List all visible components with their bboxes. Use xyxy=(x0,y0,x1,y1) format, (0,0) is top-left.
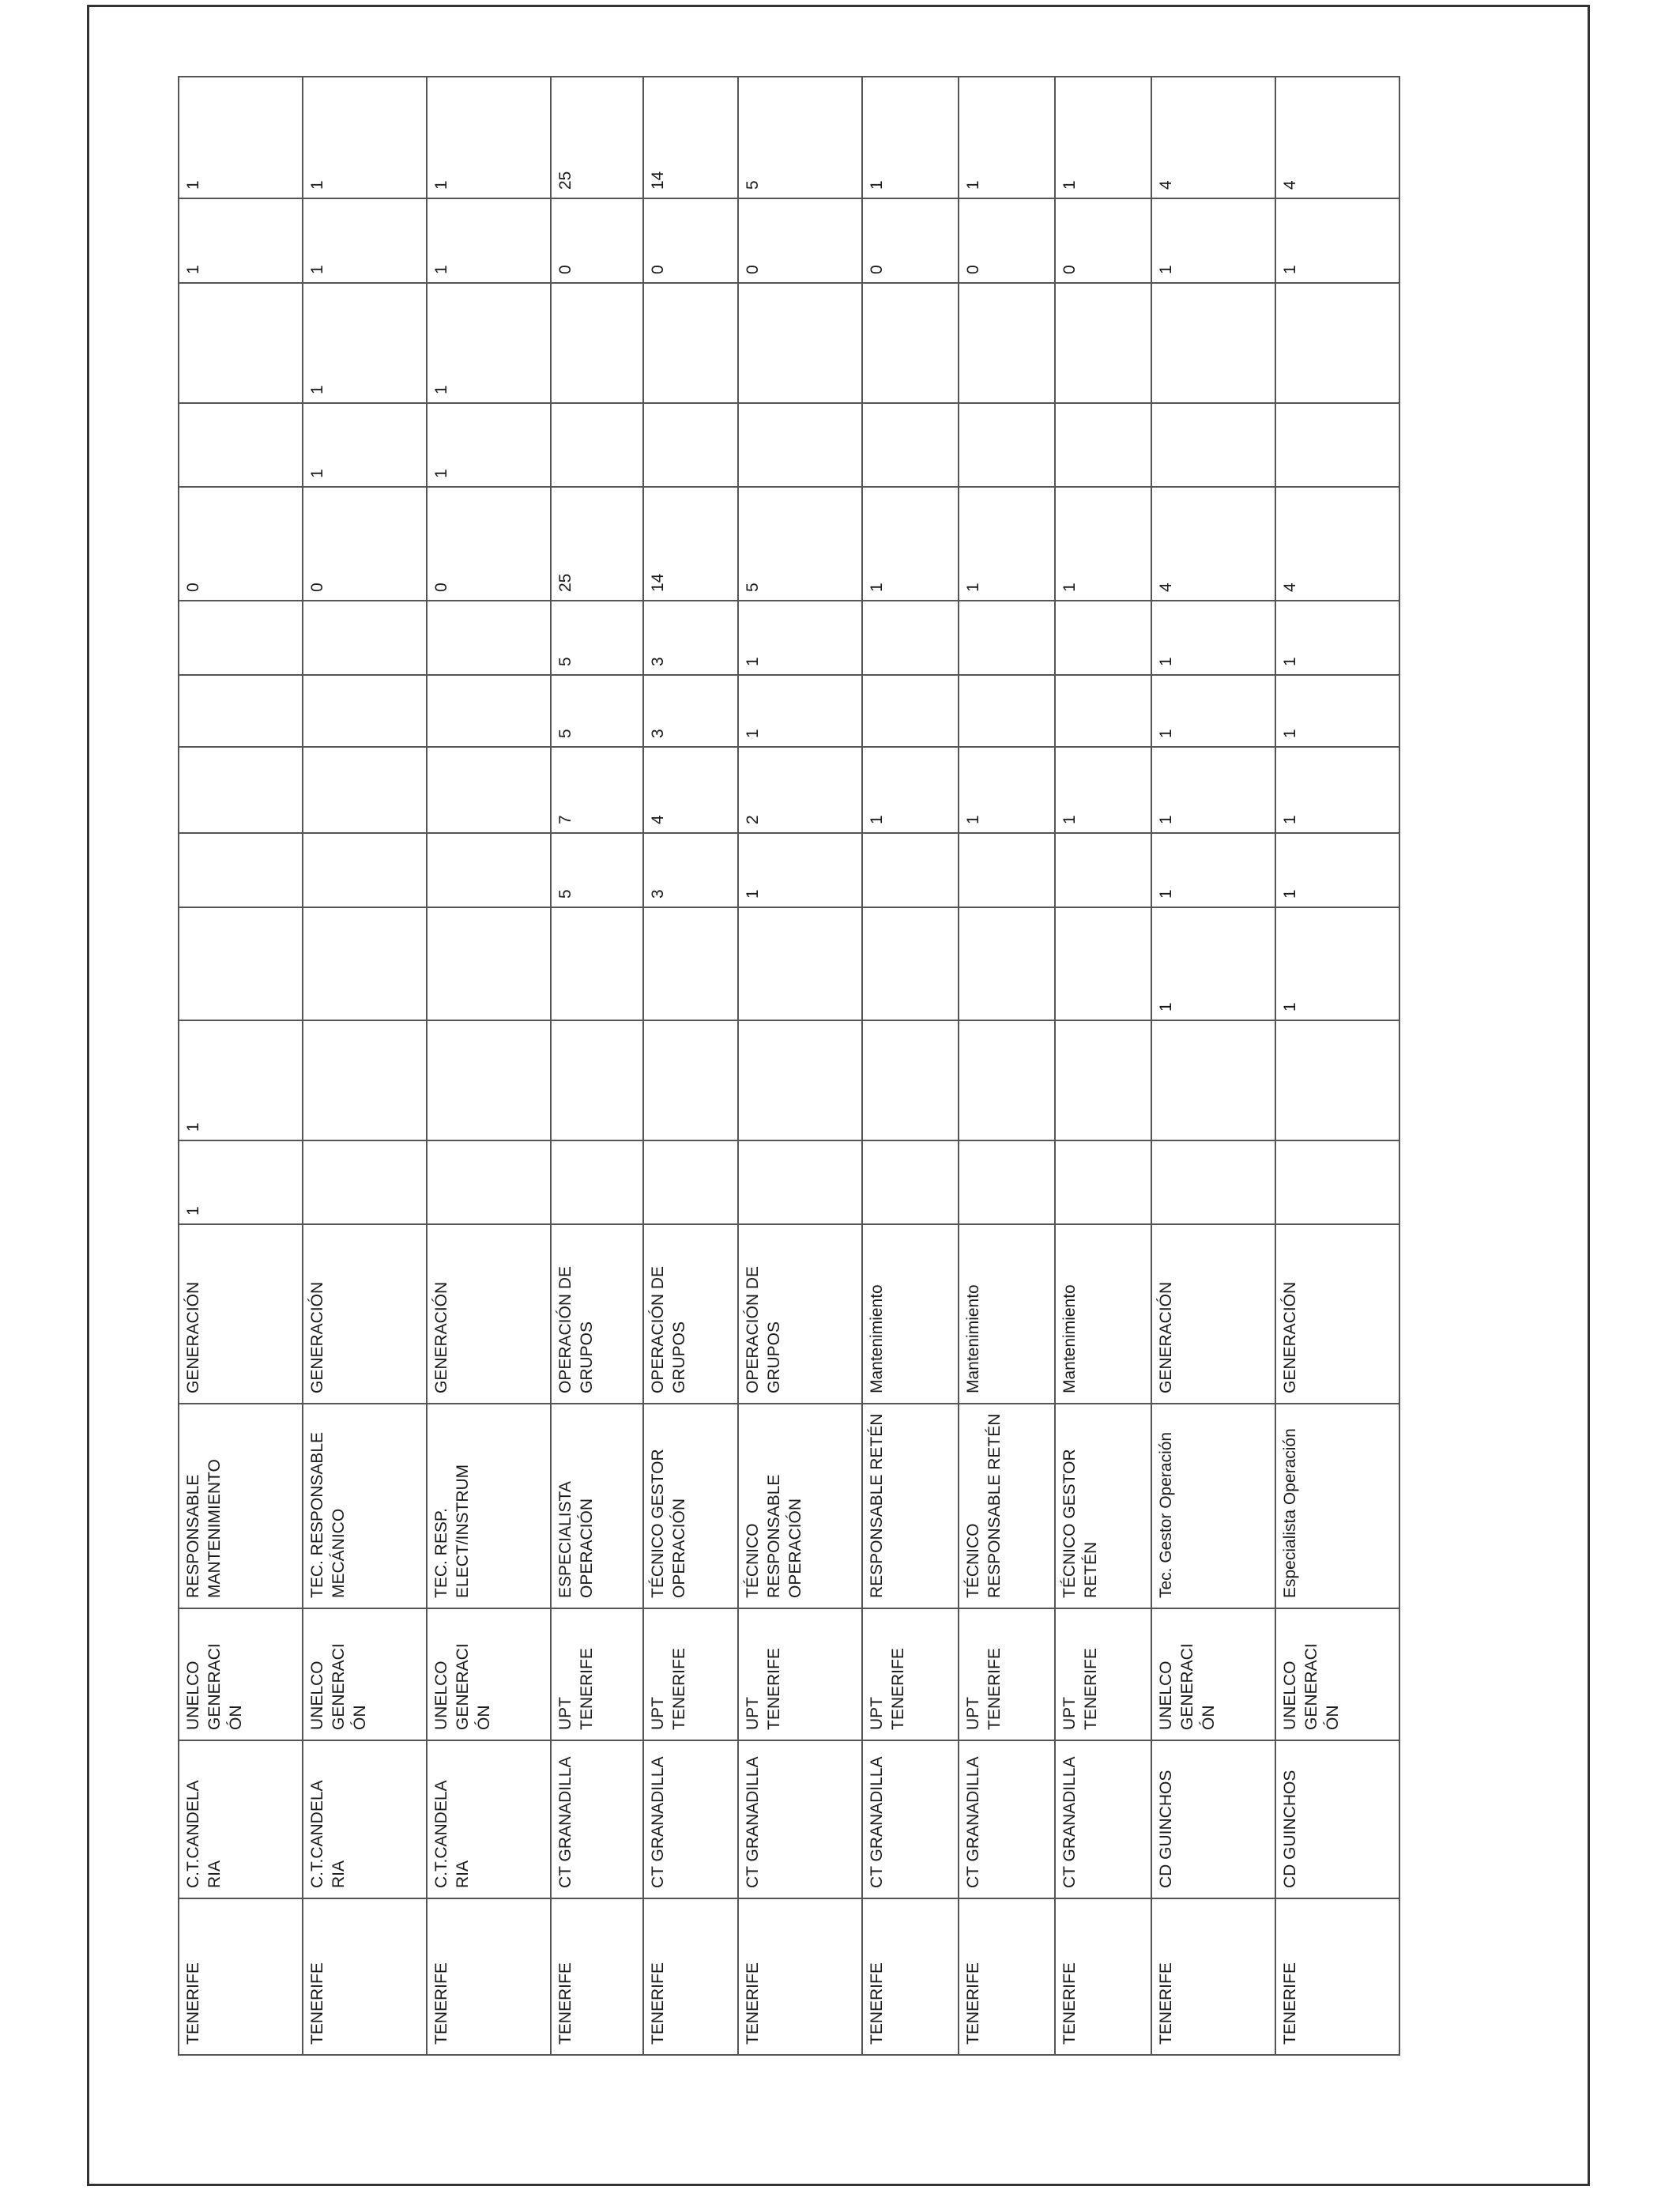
cell-count-4: 1 xyxy=(1151,833,1275,907)
cell-site: CT GRANADILLA xyxy=(738,1740,862,1898)
table-row xyxy=(1055,77,1151,2055)
cell-count-8 xyxy=(738,403,862,487)
cell-island: TENERIFE xyxy=(1151,1898,1275,2055)
cell-count-2 xyxy=(862,1020,959,1140)
cell-total-a: 5 xyxy=(738,487,862,601)
cell-count-10: 0 xyxy=(643,198,738,283)
cell-total-a: 1 xyxy=(959,487,1055,601)
cell-total-a: 4 xyxy=(1151,487,1275,601)
cell-count-7 xyxy=(862,601,959,675)
cell-total-a: 0 xyxy=(303,487,427,601)
cell-count-9 xyxy=(643,283,738,403)
cell-count-9 xyxy=(179,283,303,403)
cell-count-5: 1 xyxy=(1055,747,1151,833)
cell-count-5: 1 xyxy=(959,747,1055,833)
cell-total-b: 14 xyxy=(643,77,738,198)
cell-unit: UNELCO GENERACI ÓN xyxy=(1275,1608,1399,1740)
cell-total-a: 14 xyxy=(643,487,738,601)
cell-count-1 xyxy=(551,1140,643,1224)
cell-count-9 xyxy=(862,283,959,403)
table-row xyxy=(427,77,551,2055)
cell-count-3 xyxy=(738,907,862,1020)
cell-count-6 xyxy=(959,675,1055,747)
cell-count-1 xyxy=(959,1140,1055,1224)
cell-count-4 xyxy=(1055,833,1151,907)
cell-job-title: Tec. Gestor Operación xyxy=(1151,1404,1275,1608)
table-row xyxy=(551,77,643,2055)
cell-area: GENERACIÓN xyxy=(1151,1224,1275,1404)
cell-total-b: 1 xyxy=(862,77,959,198)
cell-count-5 xyxy=(427,747,551,833)
cell-job-title: TÉCNICO RESPONSABLE OPERACIÓN xyxy=(738,1404,862,1608)
cell-unit: UNELCO GENERACI ÓN xyxy=(1151,1608,1275,1740)
cell-island: TENERIFE xyxy=(1055,1898,1151,2055)
cell-count-6: 5 xyxy=(551,675,643,747)
cell-count-2 xyxy=(551,1020,643,1140)
cell-island: TENERIFE xyxy=(862,1898,959,2055)
cell-area: Mantenimiento xyxy=(959,1224,1055,1404)
cell-count-5: 1 xyxy=(862,747,959,833)
cell-count-7 xyxy=(179,601,303,675)
cell-count-4 xyxy=(959,833,1055,907)
cell-count-1 xyxy=(303,1140,427,1224)
cell-job-title: RESPONSABLE RETÉN xyxy=(862,1404,959,1608)
cell-count-5: 7 xyxy=(551,747,643,833)
cell-count-9 xyxy=(1275,283,1399,403)
cell-area: OPERACIÓN DE GRUPOS xyxy=(551,1224,643,1404)
cell-count-4 xyxy=(303,833,427,907)
cell-count-9: 1 xyxy=(303,283,427,403)
cell-count-3 xyxy=(303,907,427,1020)
cell-count-5: 4 xyxy=(643,747,738,833)
cell-count-5 xyxy=(179,747,303,833)
cell-count-5: 1 xyxy=(1275,747,1399,833)
cell-count-3 xyxy=(179,907,303,1020)
cell-count-5: 2 xyxy=(738,747,862,833)
cell-count-2 xyxy=(1055,1020,1151,1140)
table-row xyxy=(959,77,1055,2055)
cell-unit: UPT TENERIFE xyxy=(551,1608,643,1740)
cell-total-b: 4 xyxy=(1151,77,1275,198)
cell-count-2 xyxy=(1151,1020,1275,1140)
table-row xyxy=(179,77,303,2055)
cell-count-10: 1 xyxy=(427,198,551,283)
cell-count-1: 1 xyxy=(179,1140,303,1224)
cell-job-title: TEC. RESPONSABLE MECÁNICO xyxy=(303,1404,427,1608)
cell-unit: UPT TENERIFE xyxy=(959,1608,1055,1740)
cell-count-8 xyxy=(1055,403,1151,487)
cell-count-1 xyxy=(1151,1140,1275,1224)
rotated-table xyxy=(178,129,1399,2056)
cell-count-2 xyxy=(303,1020,427,1140)
cell-unit: UNELCO GENERACI ÓN xyxy=(427,1608,551,1740)
cell-count-8 xyxy=(1151,403,1275,487)
cell-count-8 xyxy=(643,403,738,487)
cell-count-9 xyxy=(738,283,862,403)
cell-island: TENERIFE xyxy=(551,1898,643,2055)
cell-total-a: 25 xyxy=(551,487,643,601)
cell-site: CD GUINCHOS xyxy=(1151,1740,1275,1898)
cell-count-3: 1 xyxy=(1275,907,1399,1020)
cell-count-10: 1 xyxy=(1275,198,1399,283)
cell-job-title: RESPONSABLE MANTENIMIENTO xyxy=(179,1404,303,1608)
cell-site: CT GRANADILLA xyxy=(551,1740,643,1898)
cell-count-9 xyxy=(959,283,1055,403)
cell-unit: UPT TENERIFE xyxy=(1055,1608,1151,1740)
cell-total-b: 1 xyxy=(1055,77,1151,198)
cell-count-1 xyxy=(427,1140,551,1224)
cell-count-6: 1 xyxy=(1275,675,1399,747)
cell-count-3 xyxy=(959,907,1055,1020)
cell-area: Mantenimiento xyxy=(862,1224,959,1404)
cell-site: CD GUINCHOS xyxy=(1275,1740,1399,1898)
cell-count-3 xyxy=(862,907,959,1020)
cell-unit: UPT TENERIFE xyxy=(738,1608,862,1740)
cell-count-2: 1 xyxy=(179,1020,303,1140)
rotated-table-region xyxy=(178,129,1399,2056)
cell-count-4: 1 xyxy=(738,833,862,907)
table-row xyxy=(738,77,862,2055)
cell-job-title: TÉCNICO RESPONSABLE RETÉN xyxy=(959,1404,1055,1608)
cell-job-title: TÉCNICO GESTOR RETÉN xyxy=(1055,1404,1151,1608)
cell-count-1 xyxy=(1275,1140,1399,1224)
cell-island: TENERIFE xyxy=(303,1898,427,2055)
cell-island: TENERIFE xyxy=(1275,1898,1399,2055)
cell-count-3 xyxy=(551,907,643,1020)
cell-count-1 xyxy=(643,1140,738,1224)
cell-count-6 xyxy=(179,675,303,747)
cell-count-2 xyxy=(643,1020,738,1140)
cell-total-b: 25 xyxy=(551,77,643,198)
cell-count-9 xyxy=(551,283,643,403)
cell-count-6: 3 xyxy=(643,675,738,747)
cell-count-5 xyxy=(303,747,427,833)
cell-count-8 xyxy=(862,403,959,487)
cell-count-9 xyxy=(1055,283,1151,403)
cell-count-4: 5 xyxy=(551,833,643,907)
cell-count-8 xyxy=(551,403,643,487)
cell-count-6: 1 xyxy=(738,675,862,747)
cell-count-3 xyxy=(1055,907,1151,1020)
cell-count-8 xyxy=(959,403,1055,487)
cell-count-6 xyxy=(303,675,427,747)
cell-site: C.T.CANDELA RIA xyxy=(427,1740,551,1898)
cell-count-10: 0 xyxy=(959,198,1055,283)
cell-unit: UNELCO GENERACI ÓN xyxy=(303,1608,427,1740)
cell-job-title: TÉCNICO GESTOR OPERACIÓN xyxy=(643,1404,738,1608)
cell-count-7 xyxy=(1055,601,1151,675)
cell-count-3 xyxy=(427,907,551,1020)
cell-count-10: 1 xyxy=(1151,198,1275,283)
cell-area: GENERACIÓN xyxy=(179,1224,303,1404)
cell-count-9 xyxy=(1151,283,1275,403)
cell-count-6 xyxy=(862,675,959,747)
cell-count-4: 3 xyxy=(643,833,738,907)
cell-count-2 xyxy=(738,1020,862,1140)
cell-count-2 xyxy=(959,1020,1055,1140)
table-row xyxy=(1151,77,1275,2055)
cell-unit: UNELCO GENERACI ÓN xyxy=(179,1608,303,1740)
cell-count-4 xyxy=(862,833,959,907)
cell-count-8 xyxy=(1275,403,1399,487)
cell-count-7: 3 xyxy=(643,601,738,675)
cell-count-8: 1 xyxy=(427,403,551,487)
cell-total-b: 1 xyxy=(303,77,427,198)
cell-island: TENERIFE xyxy=(427,1898,551,2055)
cell-count-10: 0 xyxy=(1055,198,1151,283)
cell-site: CT GRANADILLA xyxy=(643,1740,738,1898)
cell-job-title: Especialista Operación xyxy=(1275,1404,1399,1608)
cell-count-10: 0 xyxy=(862,198,959,283)
cell-total-b: 4 xyxy=(1275,77,1399,198)
cell-area: GENERACIÓN xyxy=(1275,1224,1399,1404)
cell-island: TENERIFE xyxy=(643,1898,738,2055)
cell-total-b: 1 xyxy=(179,77,303,198)
table-row xyxy=(862,77,959,2055)
cell-site: CT GRANADILLA xyxy=(959,1740,1055,1898)
cell-count-3 xyxy=(643,907,738,1020)
cell-total-b: 1 xyxy=(959,77,1055,198)
cell-count-7: 1 xyxy=(738,601,862,675)
cell-total-a: 0 xyxy=(179,487,303,601)
cell-island: TENERIFE xyxy=(179,1898,303,2055)
cell-total-b: 1 xyxy=(427,77,551,198)
cell-count-6 xyxy=(427,675,551,747)
cell-island: TENERIFE xyxy=(738,1898,862,2055)
cell-count-10: 0 xyxy=(551,198,643,283)
cell-count-10: 1 xyxy=(303,198,427,283)
cell-total-a: 4 xyxy=(1275,487,1399,601)
cell-unit: UPT TENERIFE xyxy=(643,1608,738,1740)
staffing-table xyxy=(178,76,1400,2056)
cell-site: CT GRANADILLA xyxy=(862,1740,959,1898)
cell-area: Mantenimiento xyxy=(1055,1224,1151,1404)
cell-count-4: 1 xyxy=(1275,833,1399,907)
cell-count-4 xyxy=(179,833,303,907)
cell-count-7: 5 xyxy=(551,601,643,675)
cell-total-a: 0 xyxy=(427,487,551,601)
cell-area: OPERACIÓN DE GRUPOS xyxy=(643,1224,738,1404)
cell-job-title: TEC. RESP. ELECT/INSTRUM xyxy=(427,1404,551,1608)
cell-count-4 xyxy=(427,833,551,907)
cell-count-7: 1 xyxy=(1151,601,1275,675)
cell-site: C.T.CANDELA RIA xyxy=(179,1740,303,1898)
table-row xyxy=(1275,77,1399,2055)
cell-total-a: 1 xyxy=(1055,487,1151,601)
cell-count-1 xyxy=(862,1140,959,1224)
table-body xyxy=(179,77,1399,2055)
cell-island: TENERIFE xyxy=(959,1898,1055,2055)
cell-area: OPERACIÓN DE GRUPOS xyxy=(738,1224,862,1404)
cell-total-a: 1 xyxy=(862,487,959,601)
cell-count-10: 1 xyxy=(179,198,303,283)
cell-area: GENERACIÓN xyxy=(427,1224,551,1404)
cell-count-8: 1 xyxy=(303,403,427,487)
table-row xyxy=(303,77,427,2055)
cell-site: C.T.CANDELA RIA xyxy=(303,1740,427,1898)
cell-count-2 xyxy=(427,1020,551,1140)
cell-count-1 xyxy=(1055,1140,1151,1224)
cell-count-7 xyxy=(959,601,1055,675)
cell-count-7 xyxy=(427,601,551,675)
cell-count-8 xyxy=(179,403,303,487)
cell-count-3: 1 xyxy=(1151,907,1275,1020)
cell-count-5: 1 xyxy=(1151,747,1275,833)
cell-unit: UPT TENERIFE xyxy=(862,1608,959,1740)
table-row xyxy=(643,77,738,2055)
cell-count-9: 1 xyxy=(427,283,551,403)
cell-count-1 xyxy=(738,1140,862,1224)
cell-count-7 xyxy=(303,601,427,675)
cell-total-b: 5 xyxy=(738,77,862,198)
cell-count-10: 0 xyxy=(738,198,862,283)
cell-count-7: 1 xyxy=(1275,601,1399,675)
cell-count-2 xyxy=(1275,1020,1399,1140)
cell-area: GENERACIÓN xyxy=(303,1224,427,1404)
cell-site: CT GRANADILLA xyxy=(1055,1740,1151,1898)
cell-job-title: ESPECIALISTA OPERACIÓN xyxy=(551,1404,643,1608)
cell-count-6 xyxy=(1055,675,1151,747)
cell-count-6: 1 xyxy=(1151,675,1275,747)
